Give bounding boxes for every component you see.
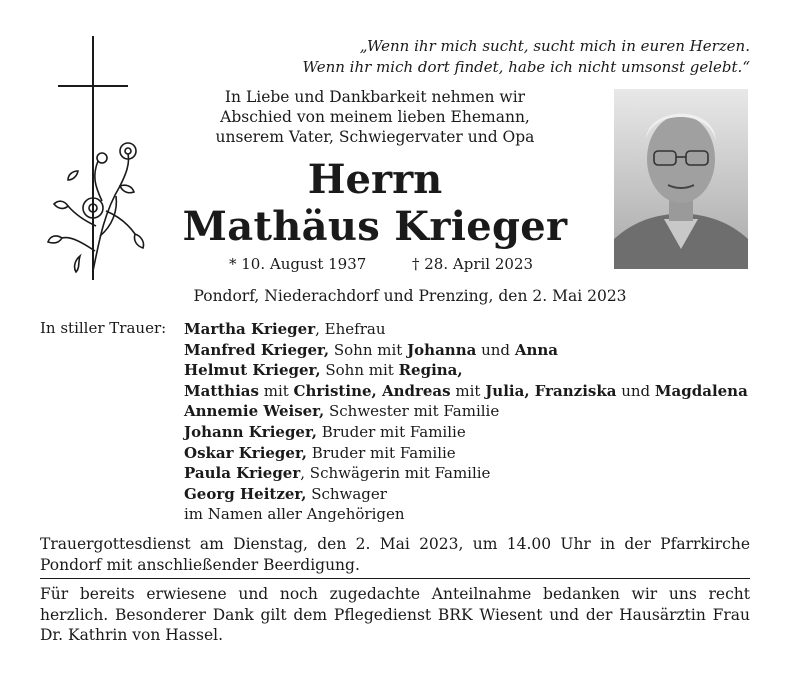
mourner-relation: Bruder mit Familie <box>307 443 456 462</box>
place-and-date: Pondorf, Niederachdorf und Prenzing, den 2. Mai 2023 <box>193 287 627 305</box>
thanks-text: Für bereits erwiesene und noch zugedachte Anteilnahme bedanken wir uns recht herzlich. Besonderer Dank gilt dem Pflegedienst BRK Wiesent und der Hausärztin Frau Dr. Kathrin von Hassel. <box>40 585 750 644</box>
birth-date: * 10. August 1937 <box>229 255 367 273</box>
intro-line-2: Abschied von meinem lieben Ehemann, <box>220 108 530 126</box>
list-item <box>184 319 748 340</box>
deceased-name: Mathäus Krieger <box>182 203 568 250</box>
mourner-name: Magdalena <box>654 381 748 400</box>
portrait-photo <box>614 89 748 269</box>
intro-line-3: unserem Vater, Schwiegervater und Opa <box>215 128 535 146</box>
intro-line-1: In Liebe und Dankbarkeit nehmen wir <box>224 88 526 106</box>
mourner-relation: Schwager <box>306 484 387 503</box>
death-date: † 28. April 2023 <box>412 255 534 273</box>
salutation: Herrn <box>307 156 443 203</box>
mourner-name: Regina, <box>398 361 463 380</box>
mourner-name: Georg Heitzer, <box>184 484 307 503</box>
mourner-relation: Sohn mit <box>329 340 408 359</box>
mourner-name: Johanna <box>407 340 477 359</box>
cross-with-flowers-icon <box>40 36 170 286</box>
mourners-label: In stiller Trauer: <box>40 319 167 337</box>
mourner-name: Anna <box>514 340 558 359</box>
list-item <box>184 443 748 464</box>
list-item <box>184 401 748 422</box>
mourner-relation: Schwester mit Familie <box>324 402 500 421</box>
mourner-name: Helmut Krieger, <box>184 361 321 380</box>
mourner-name: Julia, Franziska <box>485 381 617 400</box>
connector-text: mit <box>450 381 486 400</box>
mourner-name: Paula Krieger <box>184 464 301 483</box>
mourner-name: Manfred Krieger, <box>184 340 330 359</box>
memorial-quote <box>240 36 750 78</box>
list-item <box>184 340 748 361</box>
mourner-relation: Sohn mit <box>320 361 399 380</box>
mourner-relation: , Schwägerin mit Familie <box>300 464 491 483</box>
mourner-name: Johann Krieger, <box>184 422 318 441</box>
divider <box>40 578 750 579</box>
mourner-name: Annemie Weiser, <box>184 402 325 421</box>
quote-line-1: „Wenn ihr mich sucht, sucht mich in euren Herzen. <box>359 37 750 55</box>
mourner-name: Martha Krieger <box>184 320 316 338</box>
list-item <box>184 484 748 505</box>
mourner-name: Christine, Andreas <box>293 381 451 400</box>
mourner-name: Oskar Krieger, <box>184 443 307 462</box>
list-item <box>184 381 748 402</box>
list-item <box>184 422 748 443</box>
mourner-relation: Bruder mit Familie <box>317 422 466 441</box>
mourner-name: Matthias <box>184 381 259 400</box>
funeral-service-text: Trauergottesdienst am Dienstag, den 2. Mai 2023, um 14.00 Uhr in der Pfarrkirche Pondorf mit anschließender Beerdigung. <box>40 535 750 574</box>
mourner-relation: , Ehefrau <box>315 320 386 338</box>
list-item: im Namen aller Angehörigen <box>184 505 405 524</box>
mourners-list <box>184 319 748 525</box>
connector-text: und <box>476 340 515 359</box>
connector-text: und <box>616 381 655 400</box>
quote-line-2: Wenn ihr mich dort findet, habe ich nicht umsonst gelebt.“ <box>302 58 750 76</box>
connector-text: mit <box>258 381 294 400</box>
list-item <box>184 360 748 381</box>
intro-text <box>170 87 580 147</box>
list-item <box>184 463 748 484</box>
